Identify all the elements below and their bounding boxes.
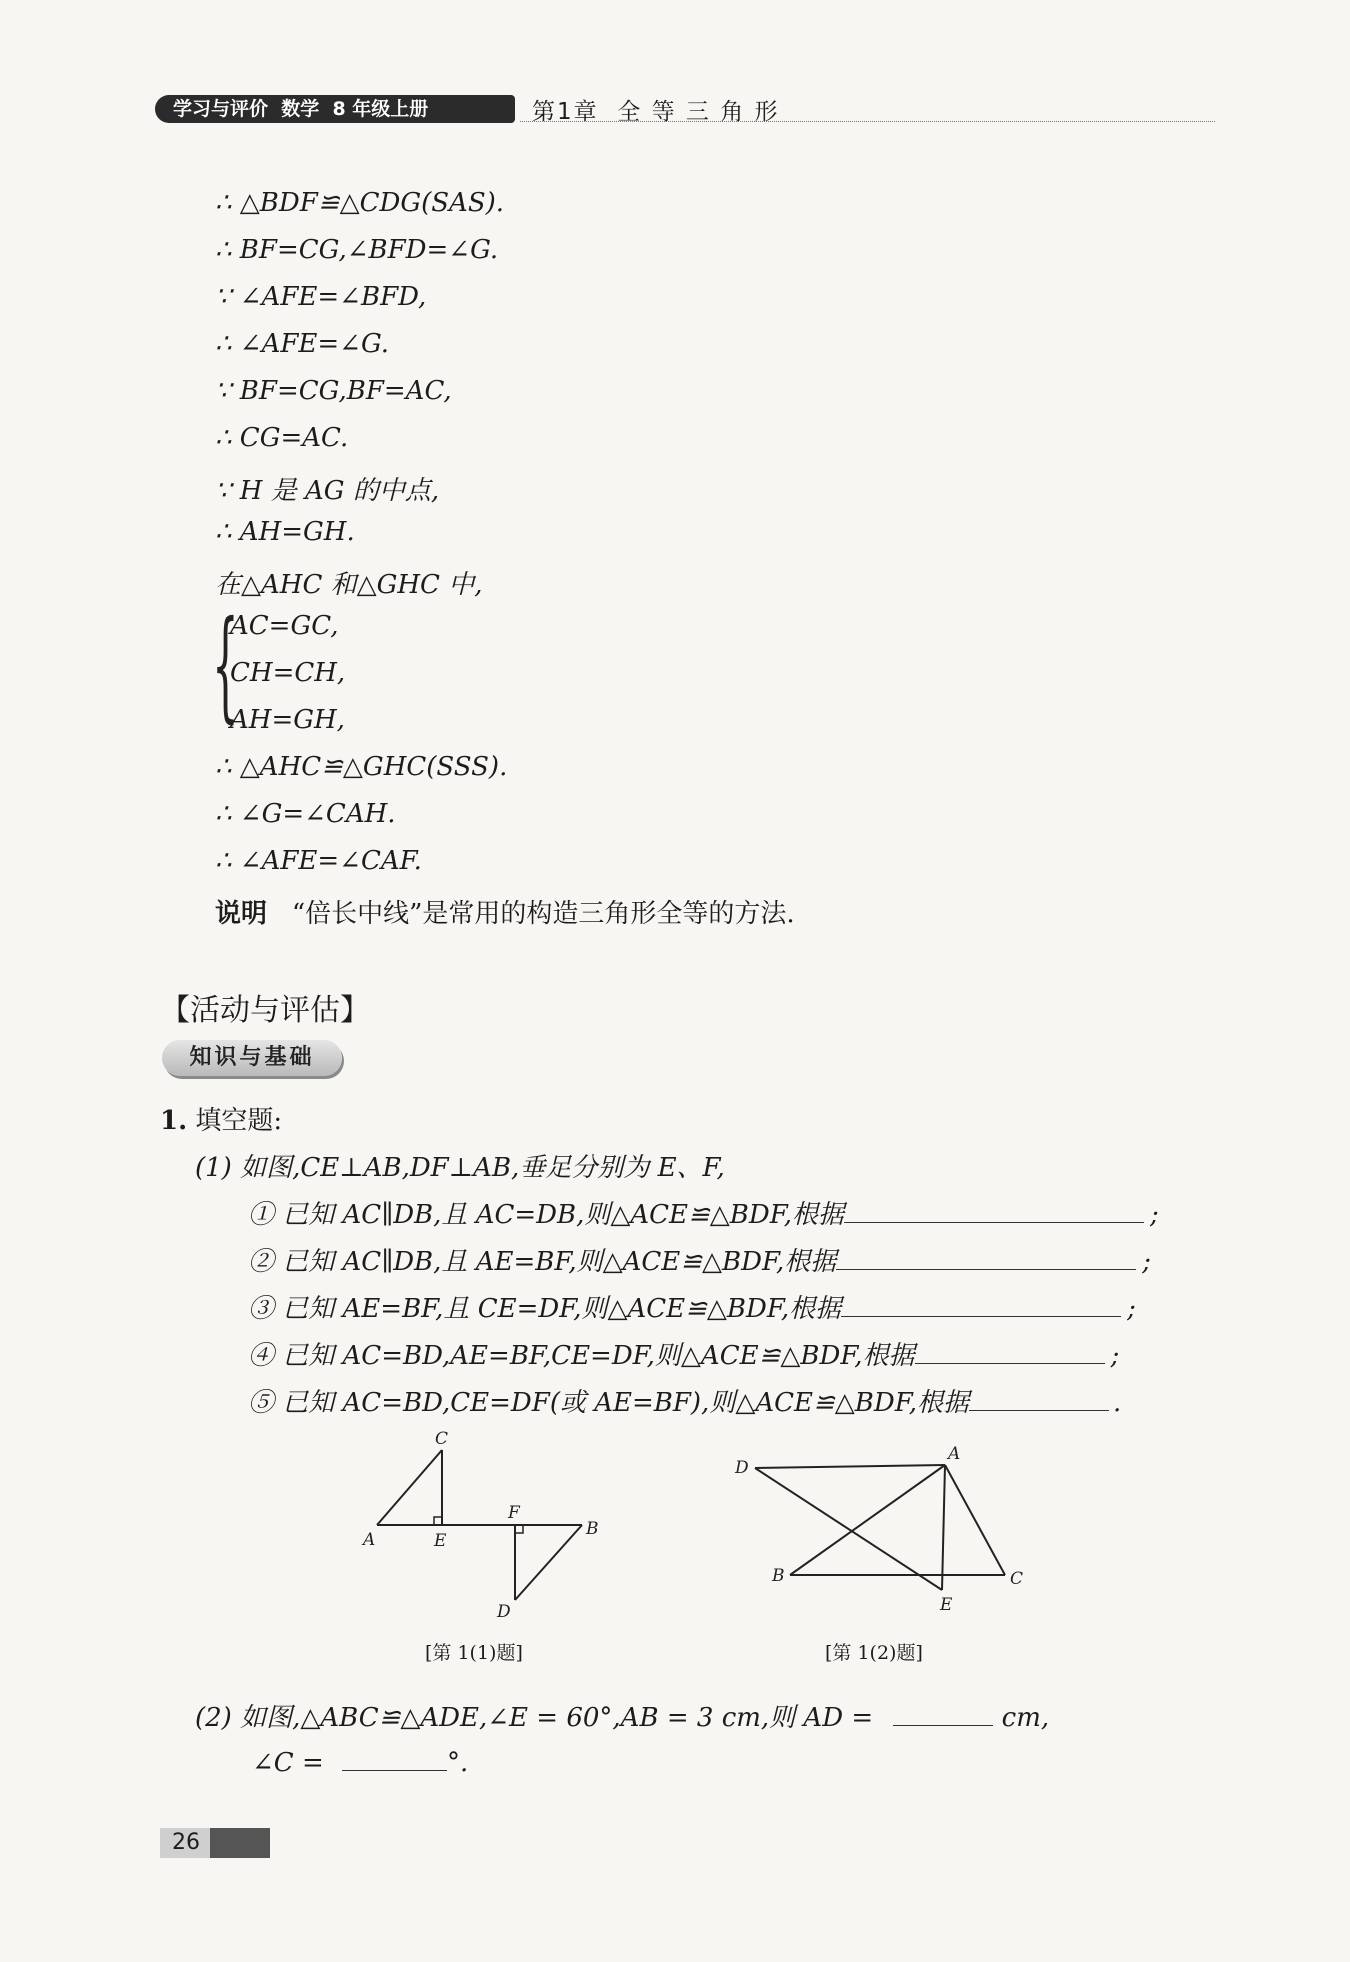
section-title: 【活动与评估】 [160,993,370,1028]
segment-da [755,1465,945,1468]
label-f: F [508,1503,520,1523]
fill-item-end: ; [1142,1247,1151,1277]
label-a: A [948,1444,961,1464]
answer-blank-ad[interactable] [893,1701,993,1726]
part2-end: °. [447,1748,469,1778]
label-d: D [497,1602,511,1622]
label-c: C [1010,1569,1024,1589]
question-1-heading [160,1100,282,1137]
note-text: “倍长中线”是常用的构造三角形全等的方法. [291,899,795,929]
answer-blank[interactable] [836,1245,1136,1270]
question-1-part2-line1 [195,1697,1049,1734]
note-line [215,893,795,930]
header-book-tag: 学习与评价 数学 8 年级上册 [155,95,515,123]
knowledge-badge: 知识与基础 [162,1040,342,1076]
proof-line: 在△AHC 和△GHC 中, [215,570,483,600]
fill-item-text: ③ 已知 AE=BF,且 CE=DF,则△ACE≌△BDF,根据 [248,1294,842,1324]
header-dotted-rule [520,121,1215,122]
figure-1-2-caption: [第 1(2)题] [825,1642,923,1664]
answer-blank[interactable] [915,1339,1105,1364]
label-b: B [586,1519,599,1539]
figure-1-1-caption: [第 1(1)题] [425,1642,523,1664]
segment-ab [790,1465,945,1575]
header-chapter-title: 第1章 全 等 三 角 形 [532,99,780,125]
proof-line: ∴ BF=CG,∠BFD=∠G. [215,235,499,265]
fill-item-text: ④ 已知 AC=BD,AE=BF,CE=DF,则△ACE≌△BDF,根据 [248,1341,915,1371]
system-equation: AC=GC, [230,611,339,641]
system-equation: CH=CH, [230,658,346,688]
proof-line: ∴ CG=AC. [215,423,349,453]
proof-line: ∵ H 是 AG 的中点, [215,476,440,506]
answer-blank[interactable] [969,1386,1109,1411]
proof-line: ∴ ∠G=∠CAH. [215,799,396,829]
fill-item-4 [248,1335,1119,1372]
label-c: C [435,1429,449,1449]
fill-item-text: ① 已知 AC∥DB,且 AC=DB,则△ACE≌△BDF,根据 [248,1200,844,1230]
proof-line: ∴ ∠AFE=∠CAF. [215,846,422,876]
question-title: 填空题: [195,1106,283,1136]
figure-1-2 [730,1440,1030,1625]
fill-item-text: ② 已知 AC∥DB,且 AE=BF,则△ACE≌△BDF,根据 [248,1247,837,1277]
page-number: 26 [160,1828,270,1858]
part2-text: (2) 如图,△ABC≌△ADE,∠E = 60°,AB = 3 cm,则 AD = [195,1703,874,1733]
figure-1-1 [350,1425,610,1625]
proof-line: ∴ AH=GH. [215,517,355,547]
fill-item-end: . [1112,1388,1122,1418]
segment-bd [515,1525,582,1600]
fill-item-3 [248,1288,1136,1325]
proof-line: ∵ BF=CG,BF=AC, [215,376,452,406]
fill-item-5 [248,1382,1121,1419]
label-b: B [772,1566,785,1586]
proof-line: ∴ ∠AFE=∠G. [215,329,390,359]
fill-item-end: ; [1127,1294,1136,1324]
segment-ac [945,1465,1005,1575]
answer-blank[interactable] [841,1292,1121,1317]
fill-item-text: ⑤ 已知 AC=BD,CE=DF(或 AE=BF),则△ACE≌△BDF,根据 [248,1388,969,1418]
question-number: 1. [160,1106,188,1136]
label-a: A [363,1530,376,1550]
right-angle-e [434,1517,442,1525]
label-e: E [940,1595,953,1615]
fill-item-end: ; [1150,1200,1159,1230]
segment-ae [942,1465,945,1590]
question-1-part1-intro: (1) 如图,CE⊥AB,DF⊥AB,垂足分别为 E、F, [195,1153,725,1183]
label-e: E [434,1531,447,1551]
fill-item-end: ; [1110,1341,1120,1371]
proof-line: ∴ △BDF≌△CDG(SAS). [215,188,505,218]
segment-ac [377,1450,442,1525]
system-equation: AH=GH, [230,705,345,735]
answer-blank[interactable] [844,1198,1144,1223]
question-1-part2-line2 [252,1746,468,1778]
note-label: 说明 [215,899,268,929]
fill-item-1 [248,1194,1159,1231]
part2-text: ∠C = [252,1748,324,1778]
proof-line: ∵ ∠AFE=∠BFD, [215,282,427,312]
fill-item-2 [248,1241,1151,1278]
system-brace: { [212,596,239,735]
right-angle-f [515,1525,523,1533]
part2-unit: cm, [1001,1703,1050,1733]
proof-line: ∴ △AHC≌△GHC(SSS). [215,752,508,782]
label-d: D [735,1458,749,1478]
answer-blank-c[interactable] [342,1746,447,1771]
